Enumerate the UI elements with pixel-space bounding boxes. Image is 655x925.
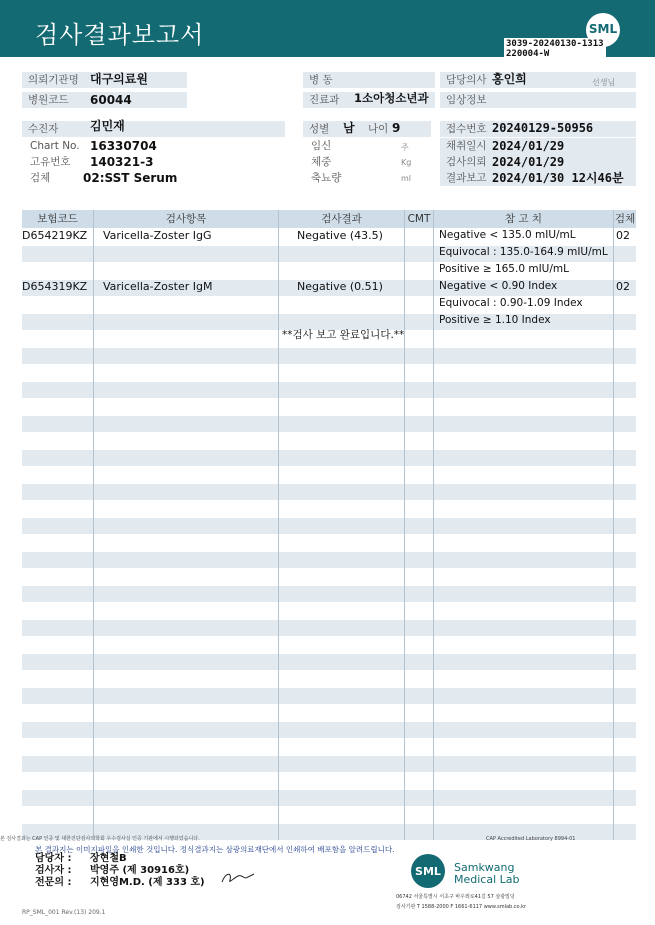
fine-print-left: 본 검사결과는 CAP 인증 및 대한진단검사의학회 우수검사실 인증 기관에서 시행되었습니다. bbox=[0, 836, 200, 842]
row1-code: D654219KZ bbox=[22, 229, 88, 242]
col-header-item: 검사항목 bbox=[94, 210, 278, 228]
unique-label: 고유번호 bbox=[30, 156, 71, 168]
patient-field bbox=[22, 121, 285, 137]
chart-value: 16330704 bbox=[90, 139, 157, 153]
lab-name-line2: Medical Lab bbox=[454, 873, 520, 886]
row2-ref-line2: Equivocal : 0.90-1.09 Index bbox=[439, 297, 583, 309]
doctor-value: 홍인희 bbox=[492, 72, 527, 86]
hospital-code-value: 60044 bbox=[90, 93, 132, 107]
table-band bbox=[22, 518, 636, 534]
table-band bbox=[22, 382, 636, 398]
urine-unit: ml bbox=[401, 174, 412, 183]
specialist-label: 전문의 : bbox=[35, 877, 72, 888]
col-header-cmt: CMT bbox=[405, 210, 433, 228]
row1-result: Negative (43.5) bbox=[297, 229, 383, 242]
row1-ref-line1: Negative < 135.0 mIU/mL bbox=[439, 229, 576, 241]
department-value: 1소아청소년과 bbox=[354, 91, 429, 105]
department-label: 진료과 bbox=[309, 94, 340, 106]
row1-ref-line3: Positive ≥ 165.0 mIU/mL bbox=[439, 263, 569, 275]
column-divider bbox=[278, 210, 279, 840]
requesting-org-label: 의뢰기관명 bbox=[28, 74, 79, 86]
inspector-value: 박영주 (제 30916호) bbox=[90, 865, 190, 876]
patient-label: 수진자 bbox=[28, 123, 59, 135]
report-title: 검사결과보고서 bbox=[35, 21, 205, 49]
clinical-info-label: 임상정보 bbox=[446, 94, 487, 106]
row1-ref-line2: Equivocal : 135.0-164.9 mIU/mL bbox=[439, 246, 608, 258]
sex-value: 남 bbox=[343, 121, 355, 135]
document-number bbox=[504, 38, 606, 60]
weight-unit: Kg bbox=[401, 158, 412, 167]
table-band bbox=[22, 722, 636, 738]
document-number-line1: 3039-20240130-1313 bbox=[506, 39, 604, 49]
table-band bbox=[22, 484, 636, 500]
sex-label: 성별 bbox=[309, 123, 330, 135]
sml-footer-logo-icon bbox=[408, 853, 452, 889]
report-date-value: 2024/01/30 12시46분 bbox=[492, 171, 624, 185]
receipt-value: 20240129-50956 bbox=[492, 121, 594, 135]
chart-label: Chart No. bbox=[30, 140, 80, 152]
table-band bbox=[22, 790, 636, 806]
table-band bbox=[22, 416, 636, 432]
specialist-value: 지현영M.D. (제 333 호) bbox=[90, 877, 205, 888]
table-band bbox=[22, 654, 636, 670]
table-band bbox=[22, 450, 636, 466]
unique-value: 140321-3 bbox=[90, 155, 154, 169]
collect-value: 2024/01/29 bbox=[492, 139, 565, 153]
patient-value: 김민재 bbox=[90, 119, 125, 133]
svg-text:SML: SML bbox=[415, 865, 441, 878]
receipt-label: 접수번호 bbox=[446, 123, 487, 135]
ward-field bbox=[303, 72, 435, 88]
row2-ref-line1: Negative < 0.90 Index bbox=[439, 280, 558, 292]
signature-icon bbox=[218, 868, 258, 886]
request-value: 2024/01/29 bbox=[492, 155, 565, 169]
lab-address: 06742 서울특별시 서초구 바우뫼로41길 57 삼광빌딩 bbox=[396, 894, 515, 900]
specimen-value: 02:SST Serum bbox=[83, 171, 178, 185]
col-header-result: 검사결과 bbox=[279, 210, 404, 228]
inspector-label: 검사자 : bbox=[35, 865, 72, 876]
table-band bbox=[22, 552, 636, 568]
hospital-code-label: 병원코드 bbox=[28, 94, 69, 106]
ward-label: 병 동 bbox=[309, 74, 333, 86]
table-band bbox=[22, 620, 636, 636]
request-label: 검사의뢰 bbox=[446, 156, 487, 168]
age-value: 9 bbox=[392, 121, 401, 135]
row2-item: Varicella-Zoster IgM bbox=[103, 280, 213, 293]
row2-ref-line3: Positive ≥ 1.10 Index bbox=[439, 314, 551, 326]
table-band bbox=[22, 348, 636, 364]
sex-age-field bbox=[303, 121, 431, 137]
col-header-ref: 참 고 치 bbox=[434, 210, 613, 228]
image-print-notice: 본 결과지는 이미지파일을 인쇄한 것입니다. 정식결과지는 삼광의료재단에서 인쇄하여 배포함을 알려드립니다. bbox=[35, 845, 395, 854]
weight-label: 체중 bbox=[311, 156, 332, 168]
specimen-label: 검체 bbox=[30, 172, 51, 184]
lab-name bbox=[454, 862, 520, 886]
pregnancy-label: 임신 bbox=[311, 140, 332, 152]
col-header-code: 보험코드 bbox=[22, 210, 93, 228]
table-band bbox=[22, 688, 636, 704]
lab-name-line1: Samkwang bbox=[454, 861, 515, 874]
row1-specimen: 02 bbox=[616, 229, 630, 242]
collect-label: 채취일시 bbox=[446, 140, 487, 152]
row1-item: Varicella-Zoster IgG bbox=[103, 229, 212, 242]
manager-label: 담당자 : bbox=[35, 853, 72, 864]
age-label: 나이 bbox=[368, 123, 389, 135]
table-band bbox=[22, 756, 636, 772]
column-divider bbox=[613, 210, 614, 840]
lab-contact: 검사기관 T 1588-2000 F 1661-6117 www.smlab.co.kr bbox=[396, 904, 527, 910]
report-date-label: 결과보고 bbox=[446, 172, 487, 184]
manager-value: 장현철B bbox=[90, 853, 127, 864]
requesting-org-value: 대구의료원 bbox=[90, 72, 148, 86]
clinical-info-field bbox=[440, 92, 636, 108]
form-code: RP_SML_001 Rev.(13) 209.1 bbox=[22, 909, 106, 916]
document-number-line2: 220004-W bbox=[506, 49, 550, 59]
col-header-specimen: 검체 bbox=[614, 210, 636, 228]
doctor-label: 담당의사 bbox=[446, 74, 487, 86]
fine-print-right: CAP Accredited Laboratory 8994-01 bbox=[486, 836, 576, 842]
sml-logo-text: SML bbox=[588, 22, 618, 36]
report-complete-note: **검사 보고 완료입니다.** bbox=[282, 329, 405, 341]
column-divider bbox=[433, 210, 434, 840]
row2-code: D654319KZ bbox=[22, 280, 88, 293]
column-divider bbox=[93, 210, 94, 840]
row2-specimen: 02 bbox=[616, 280, 630, 293]
row2-result: Negative (0.51) bbox=[297, 280, 383, 293]
table-band bbox=[22, 586, 636, 602]
column-divider bbox=[404, 210, 405, 840]
doctor-suffix: 선생님 bbox=[592, 78, 616, 87]
pregnancy-unit: 주 bbox=[401, 143, 409, 152]
urine-label: 축뇨량 bbox=[311, 172, 342, 184]
